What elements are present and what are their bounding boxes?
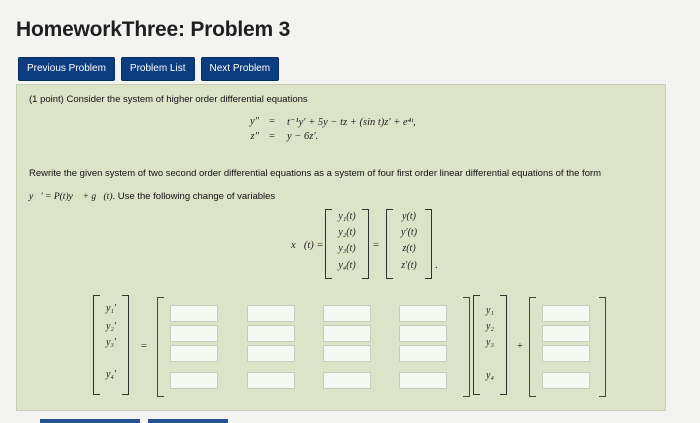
variable-entry: y₁: [486, 305, 494, 316]
problem-intro: (1 point) Consider the system of higher order differential equations: [29, 94, 308, 105]
matrix-entry: y₃(t): [338, 243, 356, 254]
p-matrix-left-bracket: [157, 297, 164, 397]
matrix-entry: y₄(t): [338, 260, 356, 271]
derivative-vector: [93, 295, 129, 395]
matrix-entry: y₁(t): [338, 211, 356, 222]
g-vector-input-3[interactable]: [542, 345, 590, 362]
p-matrix-input-r4c4[interactable]: [399, 372, 447, 389]
p-matrix-input-r2c3[interactable]: [323, 325, 371, 342]
derivative-entry: y₄′: [105, 369, 117, 380]
matrix-entry: z′(t): [401, 260, 417, 271]
variable-entry: y₂: [486, 321, 494, 332]
rewrite-instruction: Rewrite the given system of two second order differential equations as a system of four first order linear differential equations of the form: [29, 168, 602, 179]
p-matrix-input-r2c4[interactable]: [399, 325, 447, 342]
variable-entry: y₄: [486, 370, 494, 381]
equation-1-equals: =: [269, 116, 275, 127]
derivative-entry: y₁′: [105, 303, 117, 314]
p-matrix-input-r4c3[interactable]: [323, 372, 371, 389]
g-vector-right-bracket: [599, 297, 606, 397]
p-matrix-input-r2c2[interactable]: [247, 325, 295, 342]
vector-form-equation: y⃗′ = P(t)y⃗ + g⃗(t): [29, 192, 113, 202]
page-title: HomeworkThree: Problem 3: [16, 18, 291, 41]
matrix-entry: y(t): [402, 211, 416, 222]
problem-list-button[interactable]: Problem List: [121, 57, 195, 81]
g-vector-input-4[interactable]: [542, 372, 590, 389]
next-problem-button[interactable]: Next Problem: [201, 57, 280, 81]
x-vector-label: x⃗(t) =: [291, 240, 324, 251]
previous-problem-button[interactable]: Previous Problem: [18, 57, 115, 81]
preview-button-edge[interactable]: [148, 419, 228, 423]
equation-1-rhs: t⁻¹y′ + 5y − tz + (sin t)z′ + e⁴ᵗ,: [287, 117, 416, 128]
variable-entry: y₃: [486, 337, 494, 348]
p-matrix-input-r3c3[interactable]: [323, 345, 371, 362]
p-matrix-input-r3c2[interactable]: [247, 345, 295, 362]
matrix-entry: z(t): [402, 243, 416, 254]
p-matrix-input-r4c2[interactable]: [247, 372, 295, 389]
derivative-entry: y₃′: [105, 337, 117, 348]
p-matrix-input-r1c4[interactable]: [399, 305, 447, 322]
vector-form-line: [29, 191, 275, 202]
equation-1-lhs: y″: [249, 116, 259, 127]
submit-button-edge[interactable]: [40, 419, 140, 423]
p-matrix-input-r3c1[interactable]: [170, 345, 218, 362]
p-matrix-input-r3c4[interactable]: [399, 345, 447, 362]
p-matrix-input-r1c2[interactable]: [247, 305, 295, 322]
p-matrix-input-r1c1[interactable]: [170, 305, 218, 322]
p-matrix-input-r1c3[interactable]: [323, 305, 371, 322]
p-matrix-input-r2c1[interactable]: [170, 325, 218, 342]
equation-2-equals: =: [269, 131, 275, 142]
matrix-entry: y′(t): [400, 227, 418, 238]
y-vector-matrix: [325, 209, 369, 279]
derivative-entry: y₂′: [105, 321, 117, 332]
g-vector-left-bracket: [529, 297, 536, 397]
p-matrix-input-r4c1[interactable]: [170, 372, 218, 389]
change-of-variables-text: . Use the following change of variables: [112, 191, 276, 202]
matrix-equals: =: [373, 240, 379, 251]
g-vector-input-2[interactable]: [542, 325, 590, 342]
matrix-period: .: [435, 260, 438, 271]
equation-2-rhs: y − 6z′.: [287, 131, 319, 142]
system-equals: =: [141, 341, 147, 352]
equation-2-lhs: z″: [250, 131, 259, 142]
p-matrix-right-bracket: [463, 297, 470, 397]
g-vector-input-1[interactable]: [542, 305, 590, 322]
y-z-vector-matrix: [386, 209, 432, 279]
problem-navigation: [18, 57, 279, 81]
matrix-entry: y₂(t): [338, 227, 356, 238]
problem-panel: [16, 84, 666, 411]
system-plus: +: [517, 341, 523, 352]
variable-vector: [473, 295, 507, 395]
